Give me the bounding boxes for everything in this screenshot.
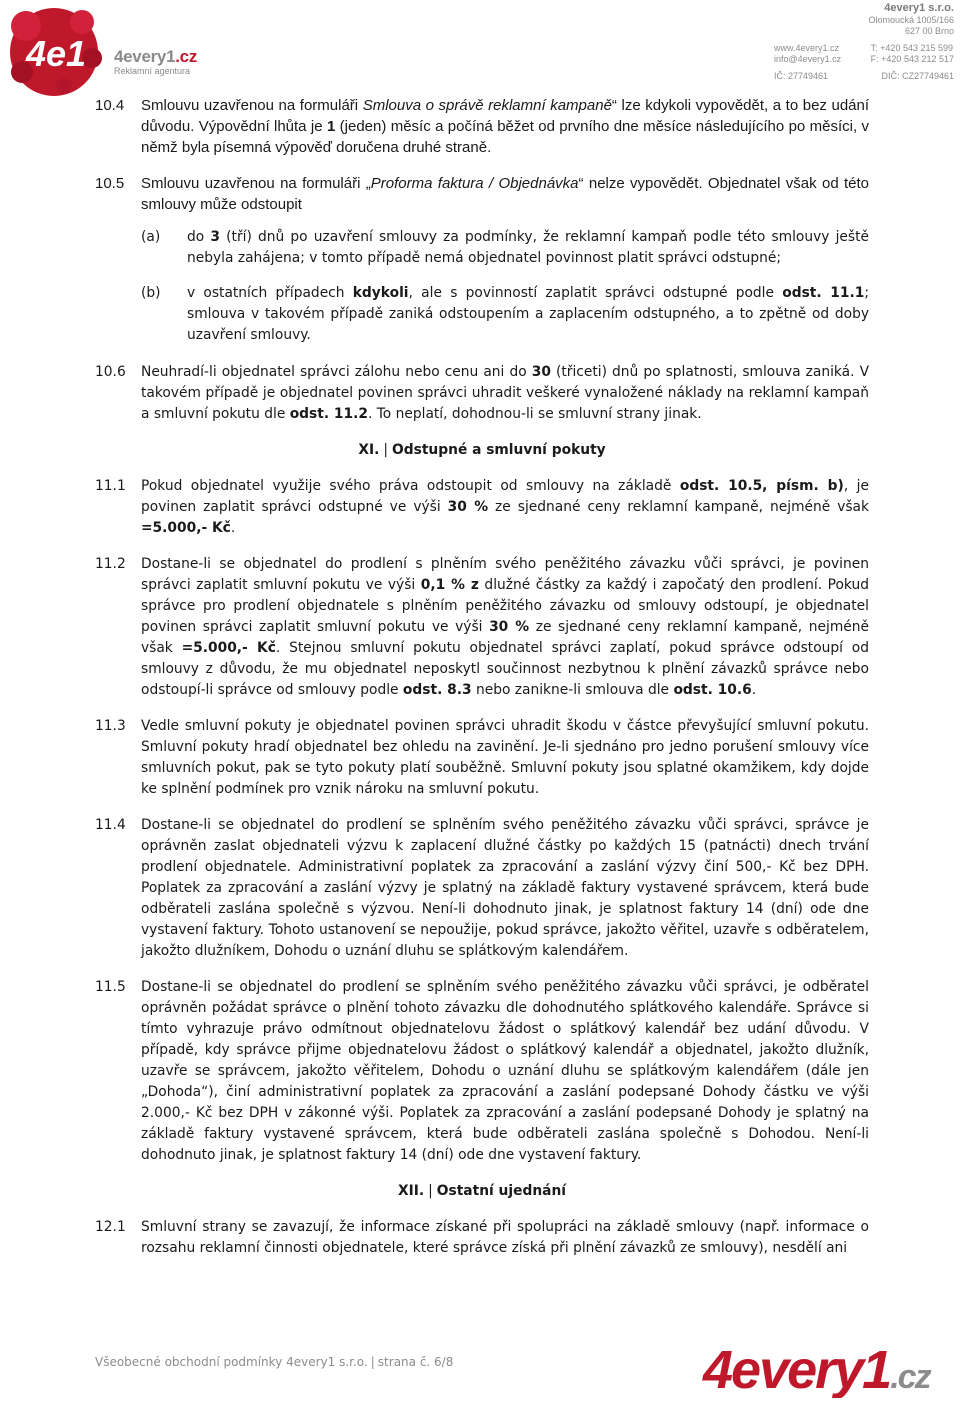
clause-number: 10.4 [95, 97, 125, 114]
clause-10-5-a: (a) do 3 (tří) dnů po uzavření smlouvy za podmínky, že reklamní kampaň podle této smlouvy ještě nebyla zahájena; v tomto případě nemá objednatel povinnost platit správci odstupné; [141, 229, 870, 266]
address-line-1: Olomoucká 1005/166 [868, 15, 954, 25]
footer-logo [701, 1340, 956, 1403]
clause-number: 10.6 [95, 364, 126, 380]
clause-number: 11.4 [95, 817, 126, 833]
footer-page-number: strana č. 6/8 [377, 1355, 454, 1369]
clause-number: 11.1 [95, 478, 126, 494]
footer-logo-name: 4every1 [703, 1340, 891, 1398]
company-ic: IČ: 27749461 [774, 71, 829, 81]
company-name: 4every1 s.r.o. [884, 2, 954, 14]
svg-text:4every1.cz [702, 1340, 932, 1398]
sub-label: (b) [141, 285, 161, 301]
clause-number: 11.5 [95, 979, 126, 995]
company-phone: T: +420 543 215 599 [870, 43, 953, 53]
clause-10-4: 10.4 Smlouvu uzavřenou na formuláři Smlouva o správě reklamní kampaně“ lze kdykoli vypovědět, a to bez udání důvodu. Výpovědní lhůta je 1 (jeden) měsíc a počíná běžet od prvního dne měsíce následujícího po měsíci, v němž byla písemná výpověď doručena druhé straně. [95, 97, 870, 156]
clause-12-1: 12.1 Smluvní strany se zavazují, že informace získané při spolupráci na základě smlouvy (např. informace o rozsahu reklamní činnosti objednatele, které správce získá při plnění závazků ze smlouvy), nesdělí ani [95, 1219, 869, 1256]
company-address [784, 2, 954, 36]
sub-label: (a) [141, 229, 161, 245]
company-web: www.4every1.cz [774, 43, 840, 53]
company-email: info@4every1.cz [774, 53, 842, 64]
address-line-2: 627 00 Brno [904, 25, 954, 36]
section-heading-xi: XI. | Odstupné a smluvní pokuty [358, 442, 606, 458]
footer-doc-title: Všeobecné obchodní podmínky 4every1 s.r.o. [95, 1355, 368, 1369]
brand-name: 4every1.cz [114, 47, 198, 66]
clause-11-4: 11.4 Dostane-li se objednatel do prodlení se splněním svého peněžitého závazku vůči správci, správce je oprávněn zaslat objednateli výzvu k zaplacení dlužné částky po každých 15 (patnácti) dnech trvání prodlení objednatele. Administrativní poplatek za zpracování a zaslání výzvy činí 500,- Kč bez DPH. Poplatek za zpracování a zaslání výzvy je splatný na základě faktury vystavené správcem, která bude odběrateli zaslána společně s výzvou. Není-li dohodnuto jinak, je splatnost faktury 14 (dní) ode dne vystavení faktury. Tohoto ustanovení se nepoužije, pokud správce, jakožto věřitel, uzavře s odběratelem, jakožto dlužníkem, Dohodu o uznání dluhu se splátkovým kalendářem. [95, 817, 869, 959]
clause-number: 11.3 [95, 718, 126, 734]
clause-number: 12.1 [95, 1219, 126, 1235]
page-footer: Všeobecné obchodní podmínky 4every1 s.r.o. | strana č. 6/8 [95, 1355, 454, 1369]
logo-mark: 4e1 [25, 33, 87, 74]
clause-11-1: 11.1 Pokud objednatel využije svého práva odstoupit od smlouvy na základě odst. 10.5, písm. b), je povinen zaplatit správci odstupné ve výši 30 % ze sjednané ceny reklamní kampaně, nejméně však =5.000,- Kč. [95, 478, 870, 536]
clause-11-3: 11.3 Vedle smluvní pokuty je objednatel povinen správci uhradit škodu v částce převyšující smluvní pokutu. Smluvní pokuty hradí objednatel bez ohledu na zavinění. Je-li sjednáno pro jedno porušení smlouvy více smluvních pokut, pak se tyto pokuty platí souběžně. Smluvní pokuty jsou splatné okamžikem, kdy dojde ke splnění podmínek pro vznik nároku na smluvní pokutu. [95, 718, 869, 797]
brand-text [114, 47, 197, 76]
clause-11-5: 11.5 Dostane-li se objednatel do prodlení se splněním svého peněžitého závazku vůči správci, je odběratel oprávněn požádat správce o plnění tohoto závazku dle dohodnutého splátkového kalendáře. Správce si tímto vyhrazuje právo odmítnout objednatelovu žádost o splátkový kalendář bez udání důvodu. V případě, kdy správce přijme objednatelovu žádost o splátkový kalendář a objednatel, jakožto dlužník, uzavře se správcem, jakožto věřitelem, Dohodu o uznání dluhu se splátkovým kalendářem (dále jen „Dohoda“), činí administrativní poplatek za zpracování a zaslání podepsané Dohody částku ve výši 2.000,- Kč bez DPH v zákonné výši. Poplatek za zpracování a zaslání podepsané Dohody je splatný na základě faktury vystavené správcem, která bude odběrateli zaslána společně s Dohodou. Není-li dohodnuto jinak, je splatnost faktury 14 (dní) ode dne vystavení faktury. [95, 979, 869, 1163]
company-logo [4, 0, 112, 101]
clause-10-6: 10.6 Neuhradí-li objednatel správci zálohu nebo cenu ani do 30 (třiceti) dnů po splatnosti, smlouva zaniká. V takovém případě je objednatel povinen správci uhradit veškeré vynaložené náklady na reklamní kampaň a smluvní pokutu dle odst. 11.2. To neplatí, dohodnou-li se smluvní strany jinak. [95, 364, 870, 422]
brand-subtitle: Reklamní agentura [114, 66, 191, 76]
section-heading-xii: XII. | Ostatní ujednání [397, 1183, 567, 1199]
clause-number: 11.2 [95, 556, 126, 572]
footer-logo-suffix: .cz [890, 1358, 930, 1396]
company-dic: DIČ: CZ27749461 [881, 71, 954, 81]
company-fax: F: +420 543 212 517 [870, 53, 954, 64]
document-body [95, 95, 869, 1274]
clause-number: 10.5 [95, 175, 125, 192]
clause-10-5: 10.5 Smlouvu uzavřenou na formuláři „Proforma faktura / Objednávka“ nelze vypovědět. Objednatel však od této smlouvy může odstoupit [95, 175, 870, 213]
clause-10-5-b: (b) v ostatních případech kdykoli, ale s povinností zaplatit správci odstupné podle odst. 11.1; smlouva v takovém případě zaniká odstoupením a zaplacením odstupného, a to zpětně od doby uzavření smlouvy. [141, 285, 869, 343]
clause-11-2: 11.2 Dostane-li se objednatel do prodlení s plněním svého peněžitého závazku vůči správci, je povinen správci zaplatit smluvní pokutu ve výši 0,1 % z dlužné částky za každý i započatý den prodlení. Pokud správce pro prodlení objednatele s plněním peněžitého závazku od smlouvy odstoupí, je objednatel povinen správci zaplatit smluvní pokutu ve výši 30 % ze sjednané ceny reklamní kampaně, nejméně však =5.000,- Kč. Stejnou smluvní pokutu objednatel správci zaplatí, pokud správce odstoupí od smlouvy z důvodu, že mu objednatel neposkytl součinnost nezbytnou k plnění závazků správce nebo odstoupí-li správce od smlouvy podle odst. 8.3 nebo zanikne-li smlouva dle odst. 10.6. [95, 556, 870, 698]
